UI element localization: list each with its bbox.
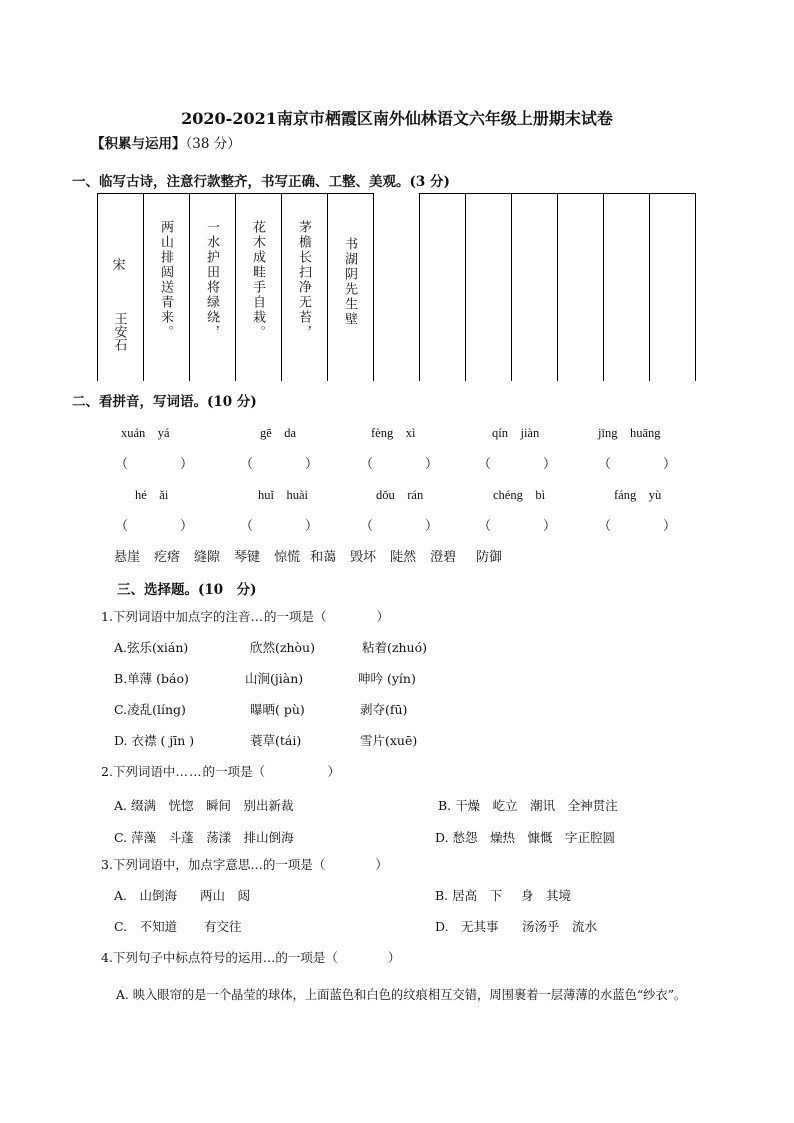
q4-stem: 4.下列句子中标点符号的运用…的一项是（ ） [101,950,401,965]
q3-b-1: B. 居高 下 [435,888,503,903]
poem-line-3: 一水护田将绿绕， [204,220,219,340]
q1-d-2: 蓑草(tái) [250,733,302,748]
q3-a-1: A. 山倒海 [114,888,178,903]
q3-d-2: 汤汤乎 流水 [522,919,598,934]
answer-box[interactable]: （ ） [115,457,194,472]
q1-c-1: C.凌乱(líng) [114,702,186,717]
pinyin-2: gē da [260,426,297,440]
q3-stem: 3.下列词语中，加点字意思…的一项是（ ） [101,857,388,872]
q1-stem: 1.下列词语中加点字的注音…的一项是（ ） [101,609,389,624]
q3-c-1: C. 不知道 [114,919,178,934]
word: 毁坏 [350,550,377,565]
q2-option-a: A. 缀满 恍惚 瞬间 别出新裁 [114,798,294,813]
part-heading [91,132,241,152]
q1-d-1: D. 衣襟 ( jīn ) [114,733,195,748]
grid-line [373,193,374,381]
answer-box[interactable]: （ ） [240,457,319,472]
poem-title: 书湖阴先生壁 [342,237,357,327]
pinyin-6: hé ǎi [135,488,169,502]
answer-box[interactable]: （ ） [240,519,319,534]
grid-line [557,193,558,381]
poem-dynasty: 宋 [112,258,126,273]
word: 陡然 [390,550,417,565]
q1-a-2: 欣然(zhòu) [250,640,315,655]
q2-stem: 2.下列词语中……的一项是（ ） [101,764,340,779]
grid-line [603,193,604,381]
grid-line [281,193,282,381]
answer-box[interactable]: （ ） [598,519,677,534]
section-3-heading: 三、选择题。(10 分) [117,582,257,598]
word: 缝隙 [194,550,221,565]
answer-box[interactable]: （ ） [598,457,677,472]
word: 和蔼 [310,550,337,565]
word: 悬崖 [114,550,141,565]
pinyin-7: huǐ huài [258,488,308,502]
pinyin-1: xuán yá [121,426,170,440]
word: 防御 [476,550,503,565]
q1-a-1: A.弦乐(xián) [114,640,189,655]
grid-line [695,193,696,381]
exam-title: 2020-2021南京市栖霞区南外仙林语文六年级上册期末试卷 [181,109,613,128]
q3-a-2: 两山 闼 [200,888,251,903]
word-bank [114,546,502,565]
poem-author: 王安石 [111,312,127,351]
q4-option-a: A. 映入眼帘的是一个晶莹的球体，上面蓝色和白色的纹痕相互交错，周围裹着一层薄薄的水蓝色“纱衣”。 [116,988,687,1002]
answer-box[interactable]: （ ） [478,519,557,534]
grid-line [465,193,466,381]
pinyin-3: fèng xì [371,426,416,440]
answer-box[interactable]: （ ） [115,519,194,534]
q2-option-d: D. 愁怨 燥热 慷慨 字正腔圆 [435,830,616,845]
q3-c-2: 有交往 [204,919,242,934]
part-heading-label: 【积累与运用】 [91,136,186,152]
q3-b-2: 身 其境 [521,888,572,903]
word: 澄碧 [430,550,457,565]
grid-line [97,193,98,381]
part-score: （38 分） [185,136,241,152]
answer-box[interactable]: （ ） [478,457,557,472]
grid-line [327,193,328,381]
word: 疙瘩 [154,550,181,565]
q2-option-b: B. 干燥 屹立 潮讯 全神贯注 [438,798,618,813]
grid-line [235,193,236,381]
pinyin-8: dǒu rán [376,488,424,502]
q1-b-2: 山涧(jiàn) [245,671,304,686]
section-2-heading: 二、看拼音，写词语。(10 分) [72,394,257,410]
section-1-heading: 一、临写古诗，注意行款整齐，书写正确、工整、美观。(3 分) [72,174,450,190]
q1-c-3: 剥夺(fū) [360,702,408,717]
q1-b-1: B.单薄 (báo) [114,671,189,686]
grid-line [419,193,420,381]
answer-box[interactable]: （ ） [360,519,439,534]
poem-line-1: 茅檐长扫净无苔， [296,220,311,340]
grid-line [511,193,512,381]
poem-line-2: 花木成畦手自栽。 [250,220,265,340]
poem-line-4: 两山排闼送青来。 [158,220,173,340]
grid-line [189,193,190,381]
answer-box[interactable]: （ ） [360,457,439,472]
pinyin-4: qín jiàn [492,426,540,440]
q2-option-c: C. 萍藻 斗蓬 荡漾 排山倒海 [114,830,294,845]
q1-a-3: 粘着(zhuó) [362,640,427,655]
q1-d-3: 雪片(xuē) [360,733,418,748]
grid-line [649,193,650,381]
q3-d-1: D. 无其事 [435,919,499,934]
pinyin-9: chéng bì [493,488,546,502]
grid-line [143,193,144,381]
word: 惊慌 [274,550,301,565]
pinyin-10: fáng yù [614,488,662,502]
word: 琴键 [234,550,261,565]
pinyin-5: jīng huāng [598,426,661,440]
q1-b-3: 呻吟 (yín) [358,671,416,686]
q1-c-2: 曝晒( pù) [250,702,305,717]
